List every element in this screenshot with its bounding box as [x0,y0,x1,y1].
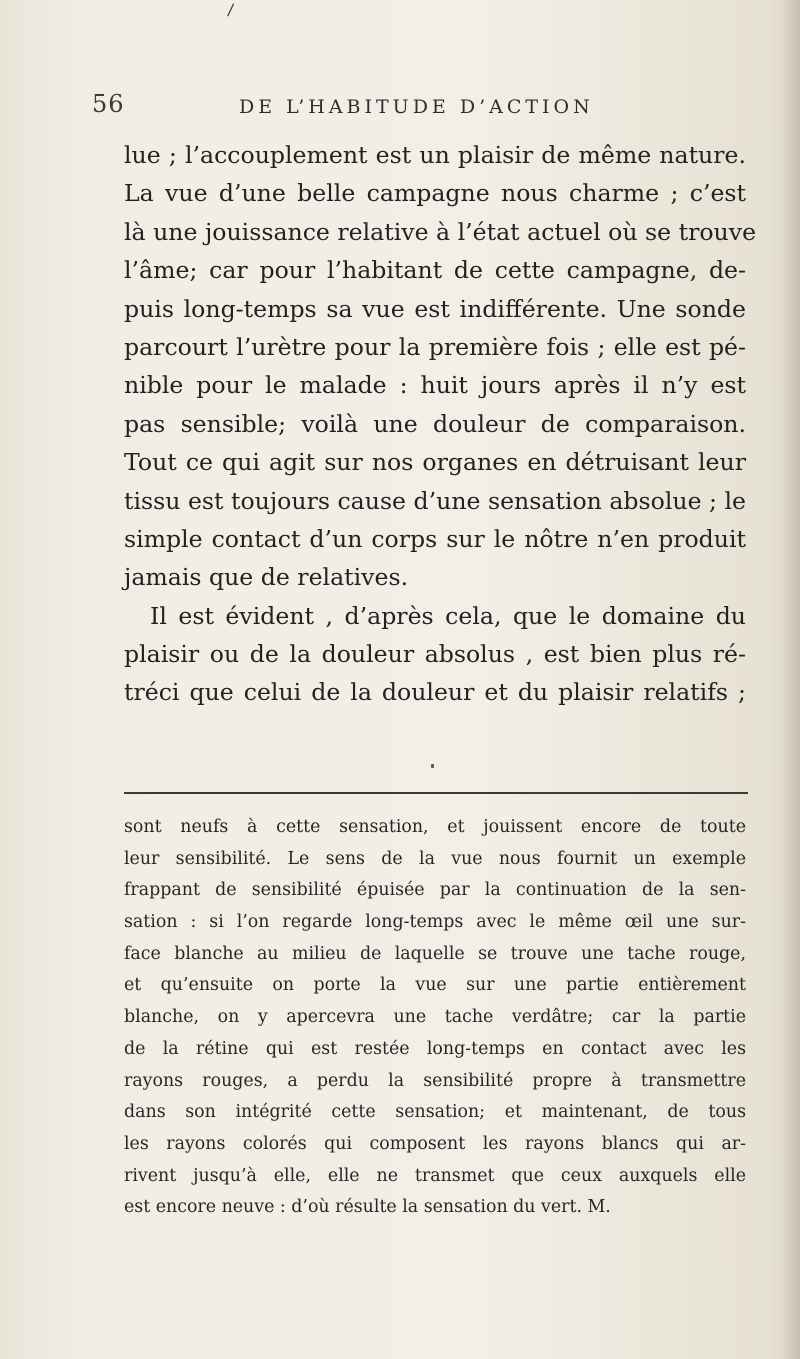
text-line: simple contact d’un corps sur le nôtre n’en produit [124,524,746,553]
text-line: tréci que celui de la douleur et du plaisir relatifs ; [124,678,746,707]
text-line: là une jouissance relative à l’état actuel où se trouve [124,217,757,246]
footnote-line: face blanche au milieu de laquelle se trouve une tache rouge, [124,943,746,964]
text-line: pas sensible; voilà une douleur de comparaison. [124,409,746,438]
page-edge-shadow [782,0,800,1359]
text-line: tissu est toujours cause d’une sensation absolue ; le [124,486,746,515]
footnote-line: leur sensibilité. Le sens de la vue nous fournit un exemple [124,848,746,869]
text-line: parcourt l’urètre pour la première fois ; elle est pé- [124,332,746,361]
main-text [124,136,757,712]
footnote-line: est encore neuve : d’où résulte la sensation du vert. M. [124,1197,611,1218]
footnote-separator [124,792,748,794]
footnote-line: et qu’ensuite on porte la vue sur une partie entièrement [124,975,746,996]
ink-speck [431,764,434,768]
text-line: nible pour le malade : huit jours après il n’y est [124,371,746,400]
footnote-line: sont neufs à cette sensation, et jouissent encore de toute [124,817,746,837]
text-line: La vue d’une belle campagne nous charme ; c’est [124,179,746,208]
text-line: puis long-temps sa vue est indifférente. Une sonde [124,294,746,323]
footnote-line: frappant de sensibilité épuisée par la continuation de la sen- [124,880,746,901]
footnote-line: dans son intégrité cette sensation; et maintenant, de tous [124,1102,746,1123]
text-line: lue ; l’accouplement est un plaisir de même nature. [124,141,746,169]
running-head: DE L’HABITUDE D’ACTION [239,96,594,118]
stray-ink-mark: / [226,0,235,20]
page-header [92,90,732,134]
text-line: Tout ce qui agit sur nos organes en détruisant leur [124,448,746,477]
footnote-text [124,812,746,1224]
footnote-line: rivent jusqu’à elle, elle ne transmet que ceux auxquels elle [124,1165,746,1186]
text-line: l’âme; car pour l’habitant de cette campagne, de- [124,256,746,285]
footnote-line: blanche, on y apercevra une tache verdâtre; car la partie [124,1007,746,1028]
text-line: jamais que de relatives. [124,563,409,592]
page-number: 56 [92,90,125,118]
text-line: plaisir ou de la douleur absolus , est bien plus ré- [124,640,746,669]
footnote-line: les rayons colorés qui composent les rayons blancs qui ar- [124,1133,746,1154]
footnote-line: sation : si l’on regarde long-temps avec le même œil une sur- [124,912,746,933]
footnote-line: rayons rouges, a perdu la sensibilité propre à transmettre [124,1070,746,1091]
text-line: Il est évident , d’après cela, que le domaine du [150,601,746,630]
footnote-line: de la rétine qui est restée long-temps en contact avec les [124,1038,746,1059]
